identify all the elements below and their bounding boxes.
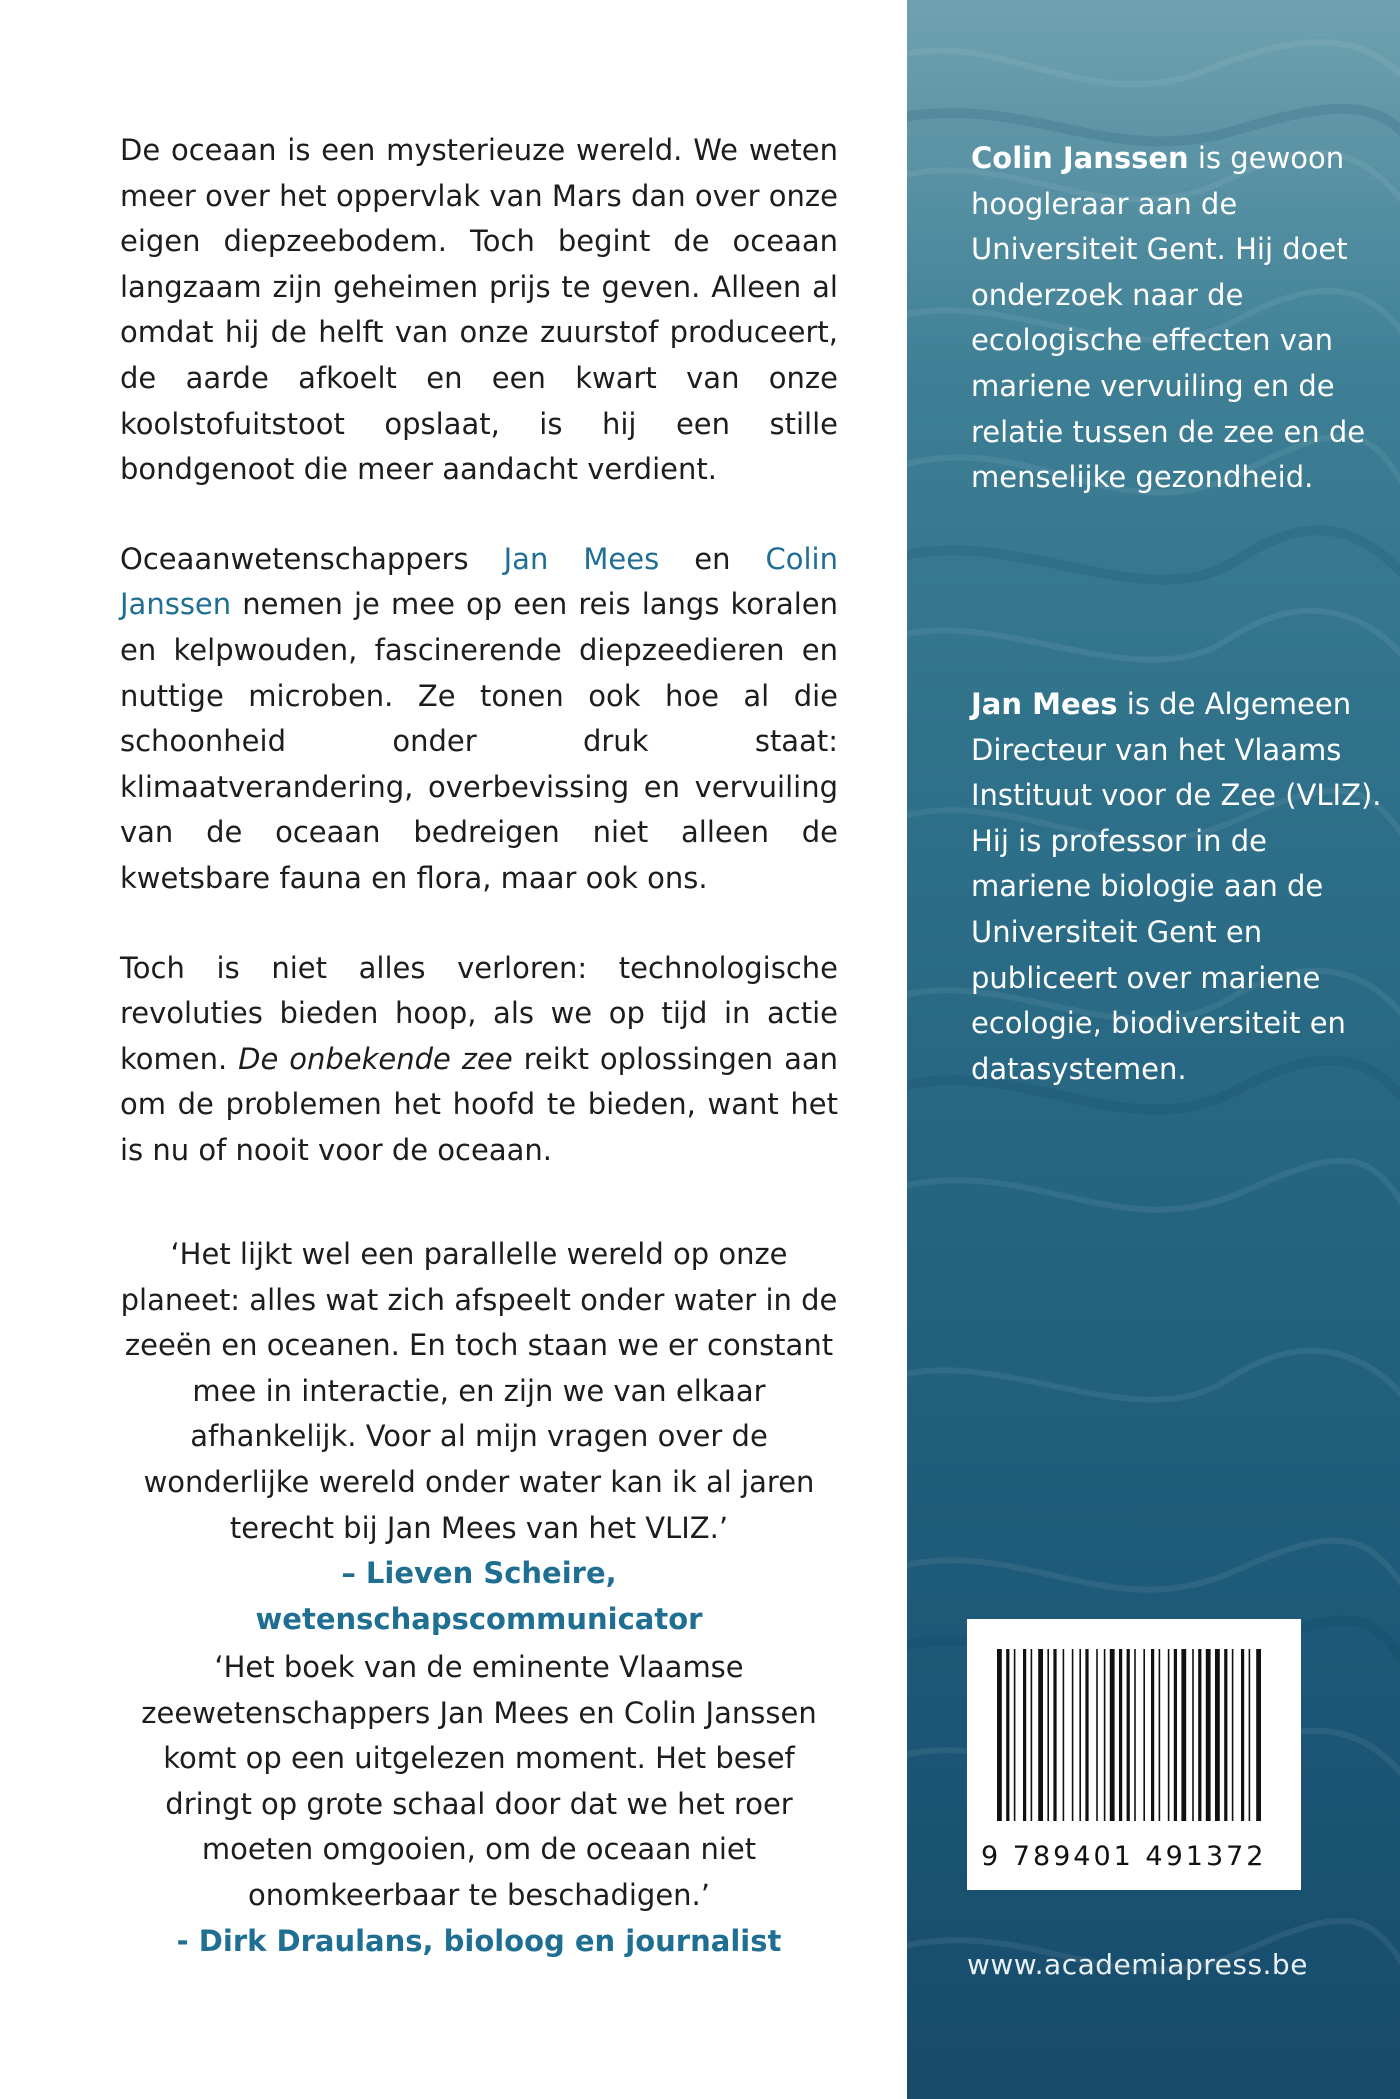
barcode-bar: [1168, 1649, 1170, 1821]
barcode-bar: [1215, 1649, 1220, 1821]
author-bio-jan-mees: [971, 682, 1391, 1092]
barcode-bar: [1085, 1649, 1088, 1821]
barcode-bar: [1249, 1649, 1251, 1821]
quote-1-text: ‘Het lijkt wel een parallelle wereld op onze planeet: alles wat zich afspeelt onder water in de zeeën en oceanen. En toch staan we er constant mee in interactie, en zijn we van elkaar afhankelijk. Voor al mijn vragen over de wonderlijke wereld onder water kan ik al jaren terecht bij Jan Mees van het VLIZ.’: [120, 1237, 838, 1545]
bio-2-text: is de Algemeen Directeur van het Vlaams Instituut voor de Zee (VLIZ). Hij is professor in de mariene biologie aan de Universiteit Gent en publiceert over mariene ecologie, biodiversiteit en datasystemen.: [971, 687, 1382, 1086]
barcode-bar: [1023, 1649, 1026, 1821]
quote-2-attribution: - Dirk Draulans, bioloog en journalist: [176, 1923, 782, 1958]
barcode-bar: [1232, 1649, 1234, 1821]
barcode-bar: [1110, 1649, 1115, 1821]
author-name-colin-janssen: Colin Janssen: [120, 541, 838, 622]
barcode-bar: [1134, 1649, 1136, 1821]
bio-2-name: Jan Mees: [971, 687, 1118, 721]
barcode-bar: [1104, 1649, 1106, 1821]
barcode-bar: [1206, 1649, 1211, 1821]
barcode-bar: [1192, 1649, 1194, 1821]
author-name-jan-mees: Jan Mees: [503, 541, 660, 576]
description-column: [120, 128, 838, 1217]
bio-1-text: is gewoon hoogleraar aan de Universiteit Gent. Hij doet onderzoek naar de ecologische effecten van mariene vervuiling en de relatie tussen de zee en de menselijke gezondheid.: [971, 141, 1366, 495]
isbn-number: 9 789401 491372: [981, 1841, 1267, 1872]
barcode-bar: [1038, 1649, 1043, 1821]
barcode-bar: [997, 1649, 1002, 1821]
barcode-bar: [1256, 1649, 1261, 1821]
barcode-bar: [1143, 1649, 1145, 1821]
paragraph-3-intro: Toch is niet alles verloren: technologische revoluties bieden hoop, als we op tijd in actie komen.: [120, 950, 838, 1076]
description-paragraph-3: [120, 946, 838, 1174]
barcode-bar: [1014, 1649, 1016, 1821]
barcode-bar: [1031, 1649, 1033, 1821]
book-title-italic: De onbekende zee: [238, 1041, 513, 1076]
barcode-bar: [1181, 1649, 1186, 1821]
author-bio-colin-janssen: [971, 136, 1391, 501]
barcode-bars: [997, 1649, 1267, 1839]
publisher-website: www.academiapress.be: [967, 1948, 1308, 1981]
barcode-bar: [1174, 1649, 1177, 1821]
bio-1-name: Colin Janssen: [971, 141, 1189, 175]
barcode-bar: [1151, 1649, 1154, 1821]
barcode-bar: [1063, 1649, 1065, 1821]
quote-1-attribution: – Lieven Scheire, wetenschapscommunicator: [255, 1556, 703, 1636]
paragraph-2-and: en: [659, 541, 766, 576]
ocean-photo-panel: [907, 0, 1400, 2099]
barcode-bar: [1241, 1649, 1244, 1821]
barcode-bar: [1159, 1649, 1161, 1821]
paragraph-3-rest: reikt oplossingen aan om de problemen het hoofd te bieden, want het is nu of nooit voor de oceaan.: [120, 1041, 838, 1167]
paragraph-2-intro: Oceaanwetenschappers: [120, 541, 504, 576]
description-paragraph-1: De oceaan is een mysterieuze wereld. We weten meer over het oppervlak van Mars dan over onze eigen diepzeebodem. Toch begint de oceaan langzaam zijn geheimen prijs te geven. Alleen al omdat hij de helft van onze zuurstof produceert, de aarde afkoelt en een kwart van onze koolstofuitstoot opslaat, is hij een stille bondgenoot die meer aandacht verdient.: [120, 133, 838, 487]
barcode-bar: [1119, 1649, 1122, 1821]
barcode-bar: [1224, 1649, 1227, 1821]
barcode-bar: [1006, 1649, 1009, 1821]
barcode-bar: [1047, 1649, 1049, 1821]
quote-2-text: ‘Het boek van de eminente Vlaamse zeewetenschappers Jan Mees en Colin Janssen komt op een uitgelezen moment. Het besef dringt op grote schaal door dat we het roer moeten omgooien, om de oceaan niet onomkeerbaar te beschadigen.’: [141, 1650, 817, 1912]
isbn-barcode: [967, 1619, 1301, 1890]
description-paragraph-2: [120, 537, 838, 902]
barcode-bar: [1096, 1649, 1098, 1821]
barcode-bar: [1079, 1649, 1081, 1821]
barcode-bar: [1198, 1649, 1201, 1821]
endorsement-quote-1: [120, 1232, 838, 1642]
barcode-bar: [1127, 1649, 1130, 1821]
paragraph-2-rest: nemen je mee op een reis langs koralen en kelpwouden, fascinerende diepzeedieren en nuttige microben. Ze tonen ook hoe al die schoonheid onder druk staat: klimaatverandering, overbevissing en vervuiling van de oceaan bedreigen niet alleen de kwetsbare fauna en flora, maar ook ons.: [120, 587, 838, 895]
barcode-bar: [1072, 1649, 1074, 1821]
endorsement-quote-2: [120, 1645, 838, 1964]
barcode-bar: [1053, 1649, 1056, 1821]
